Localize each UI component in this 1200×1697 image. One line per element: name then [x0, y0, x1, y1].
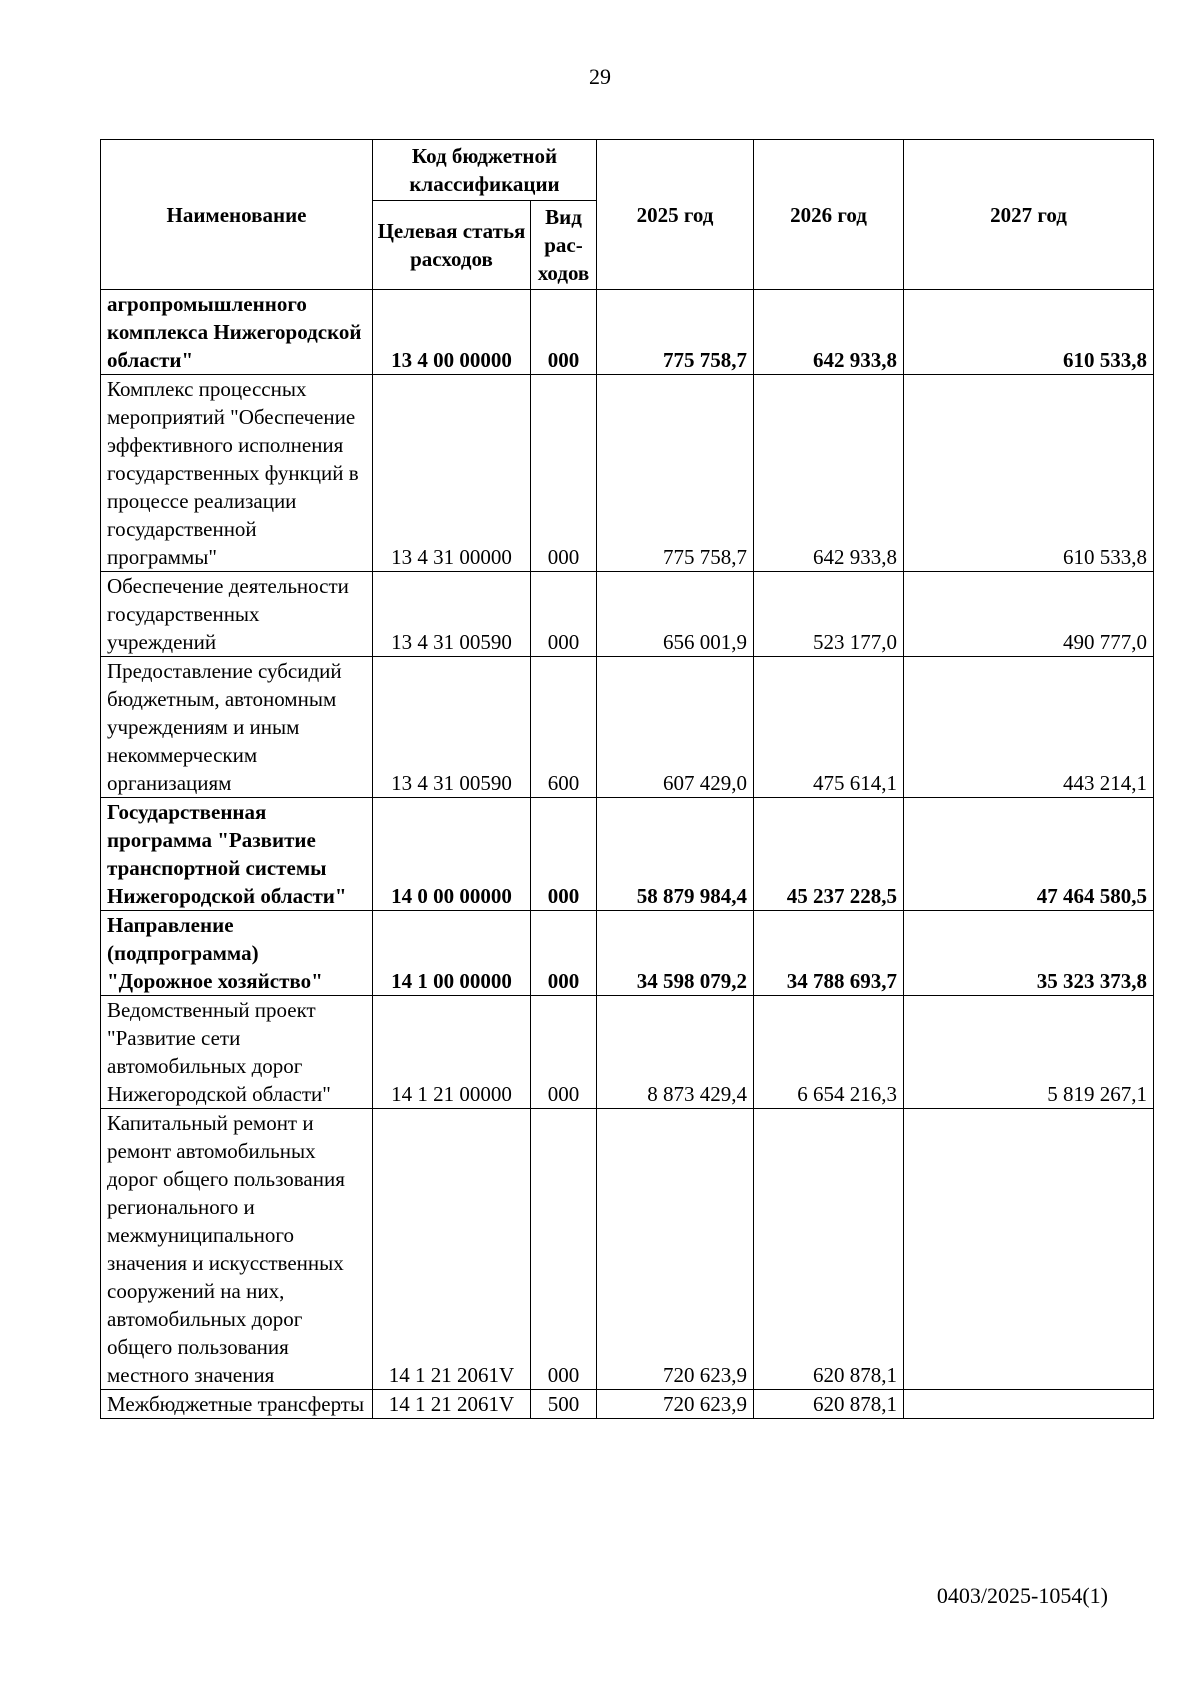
- table-body: [101, 290, 1154, 1419]
- row-amount-2025: 720 623,9: [597, 1390, 754, 1419]
- row-expense-kind: 600: [531, 657, 597, 798]
- row-amount-2027: [904, 1109, 1154, 1390]
- row-target-article: 13 4 31 00590: [373, 572, 531, 657]
- row-amount-2027: 490 777,0: [904, 572, 1154, 657]
- row-name: Обеспечение деятельности государственных учреждений: [101, 572, 373, 657]
- row-name: Предоставление субсидий бюджетным, автономным учреждениям и иным некоммерческим организациям: [101, 657, 373, 798]
- row-expense-kind: 000: [531, 375, 597, 572]
- row-amount-2026: 620 878,1: [754, 1390, 904, 1419]
- row-amount-2025: 720 623,9: [597, 1109, 754, 1390]
- page-number: 29: [589, 64, 611, 89]
- header-target-article: Целевая статья расходов: [373, 201, 531, 290]
- header-expense-kind: Вид рас-ходов: [531, 201, 597, 290]
- row-amount-2026: 642 933,8: [754, 375, 904, 572]
- header-2026: 2026 год: [754, 140, 904, 290]
- table-row: [101, 911, 1154, 996]
- table-row: [101, 1390, 1154, 1419]
- row-expense-kind: 500: [531, 1390, 597, 1419]
- row-amount-2027: 47 464 580,5: [904, 798, 1154, 911]
- row-expense-kind: 000: [531, 290, 597, 375]
- row-amount-2027: 443 214,1: [904, 657, 1154, 798]
- row-name: Государственная программа "Развитие транспортной системы Нижегородской области": [101, 798, 373, 911]
- header-2025: 2025 год: [597, 140, 754, 290]
- row-amount-2027: [904, 1390, 1154, 1419]
- table-row: [101, 798, 1154, 911]
- row-amount-2027: 5 819 267,1: [904, 996, 1154, 1109]
- row-amount-2025: 775 758,7: [597, 290, 754, 375]
- table-row: [101, 290, 1154, 375]
- row-target-article: 14 1 00 00000: [373, 911, 531, 996]
- row-amount-2025: 775 758,7: [597, 375, 754, 572]
- row-target-article: 14 1 21 2061V: [373, 1390, 531, 1419]
- row-target-article: 14 1 21 2061V: [373, 1109, 531, 1390]
- row-amount-2025: 656 001,9: [597, 572, 754, 657]
- row-target-article: 13 4 00 00000: [373, 290, 531, 375]
- row-name: Комплекс процессных мероприятий "Обеспечение эффективного исполнения государственных функций в процессе реализации государственной программы": [101, 375, 373, 572]
- row-amount-2026: 523 177,0: [754, 572, 904, 657]
- row-amount-2025: 34 598 079,2: [597, 911, 754, 996]
- row-amount-2026: 475 614,1: [754, 657, 904, 798]
- header-2027: 2027 год: [904, 140, 1154, 290]
- row-expense-kind: 000: [531, 911, 597, 996]
- row-amount-2027: 610 533,8: [904, 375, 1154, 572]
- row-amount-2026: 45 237 228,5: [754, 798, 904, 911]
- row-target-article: 14 1 21 00000: [373, 996, 531, 1109]
- row-expense-kind: 000: [531, 1109, 597, 1390]
- row-amount-2027: 35 323 373,8: [904, 911, 1154, 996]
- row-name: Направление (подпрограмма) "Дорожное хозяйство": [101, 911, 373, 996]
- row-name: агропромышленного комплекса Нижегородской области": [101, 290, 373, 375]
- row-expense-kind: 000: [531, 798, 597, 911]
- budget-table: [100, 139, 1154, 1419]
- table-row: [101, 1109, 1154, 1390]
- table-row: [101, 996, 1154, 1109]
- row-amount-2025: 58 879 984,4: [597, 798, 754, 911]
- row-name: Капитальный ремонт и ремонт автомобильных дорог общего пользования регионального и межмуниципального значения и искусственных сооружений на них, автомобильных дорог общего пользования местного значения: [101, 1109, 373, 1390]
- row-amount-2026: 642 933,8: [754, 290, 904, 375]
- row-name: Межбюджетные трансферты: [101, 1390, 373, 1419]
- table-row: [101, 572, 1154, 657]
- row-amount-2025: 8 873 429,4: [597, 996, 754, 1109]
- row-expense-kind: 000: [531, 572, 597, 657]
- row-amount-2025: 607 429,0: [597, 657, 754, 798]
- row-target-article: 13 4 31 00000: [373, 375, 531, 572]
- row-target-article: 14 0 00 00000: [373, 798, 531, 911]
- row-amount-2026: 34 788 693,7: [754, 911, 904, 996]
- row-expense-kind: 000: [531, 996, 597, 1109]
- row-amount-2026: 620 878,1: [754, 1109, 904, 1390]
- header-name: Наименование: [101, 140, 373, 290]
- table-row: [101, 375, 1154, 572]
- row-amount-2027: 610 533,8: [904, 290, 1154, 375]
- table-header: [101, 140, 1154, 290]
- table-row: [101, 657, 1154, 798]
- row-amount-2026: 6 654 216,3: [754, 996, 904, 1109]
- row-target-article: 13 4 31 00590: [373, 657, 531, 798]
- header-code-group: Код бюджетной классификации: [373, 140, 597, 201]
- document-number: 0403/2025-1054(1): [936, 1583, 1108, 1608]
- row-name: Ведомственный проект "Развитие сети автомобильных дорог Нижегородской области": [101, 996, 373, 1109]
